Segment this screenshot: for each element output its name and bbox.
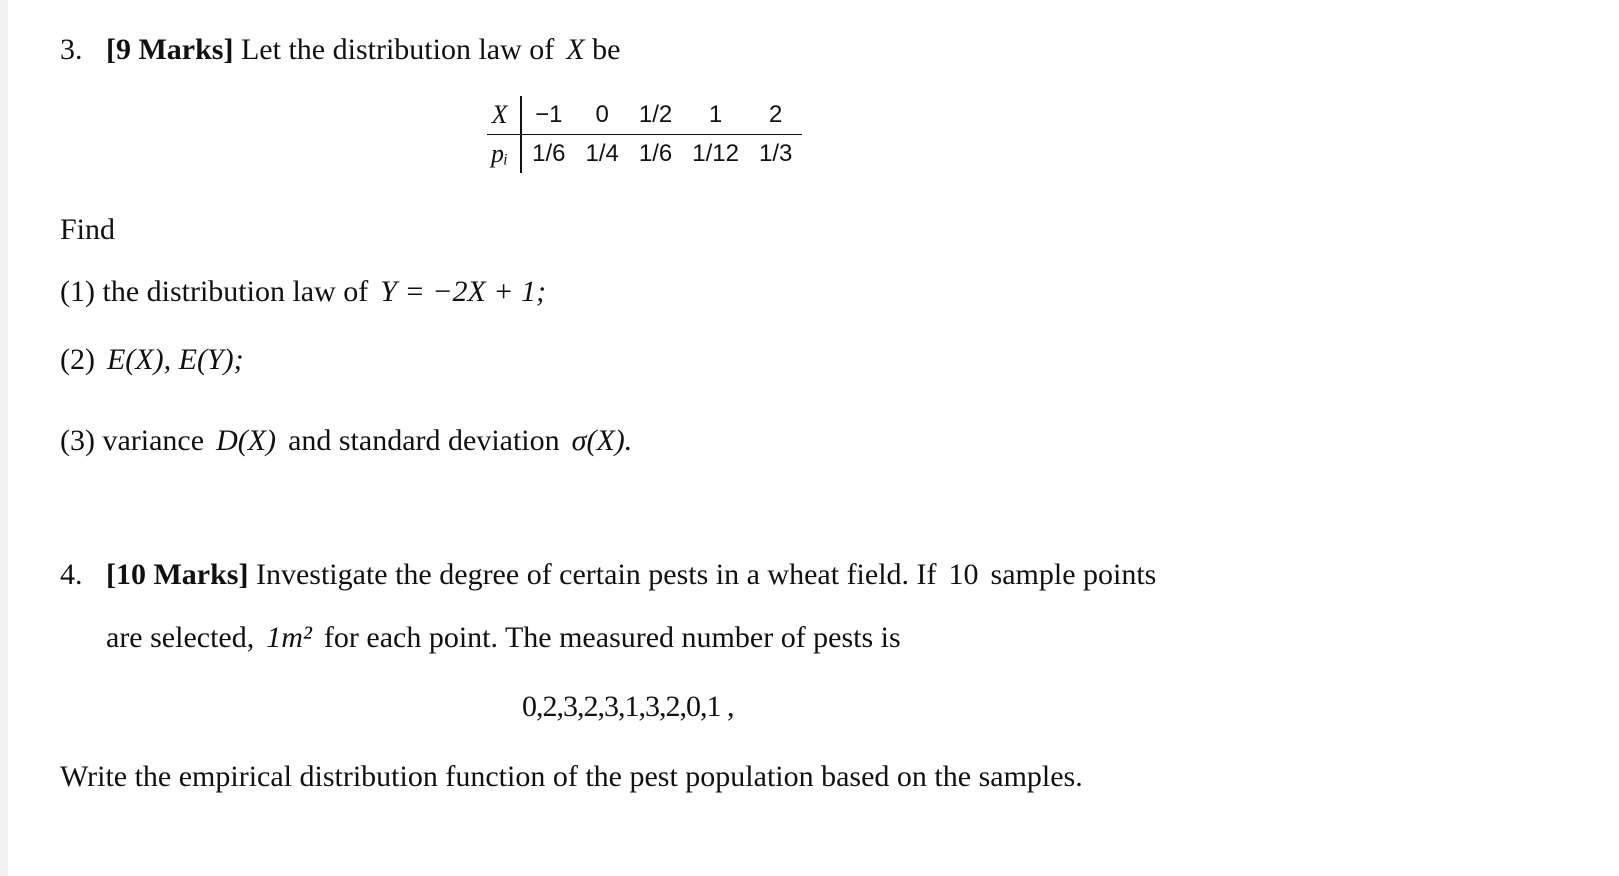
q3-part3-mid: and standard deviation [288, 424, 560, 457]
q4-sample-list: 0,2,3,2,3,1,3,2,0,1 , [522, 690, 734, 723]
q3-intro: Let the distribution law of [240, 33, 555, 66]
x-value: 1/2 [629, 96, 682, 135]
q3-be: be [592, 33, 621, 66]
q3-part2 [60, 342, 244, 378]
q3-number: 3. [60, 33, 83, 66]
q3-part3-math-variance: D(X) [216, 424, 277, 457]
p-value: 1/4 [585, 140, 619, 167]
q4-number: 4. [60, 558, 83, 591]
q3-find: Find [60, 213, 116, 246]
x-value: 1 [682, 96, 749, 135]
q3-part1-math: Y = −2X + 1; [380, 275, 547, 308]
q3-part3-math-sigma: σ(X). [571, 424, 633, 457]
q4-area: 1m² [266, 621, 312, 654]
table-row-x [487, 96, 802, 135]
q3-part3-label: (3) variance [60, 424, 205, 457]
q3-part1 [60, 274, 546, 310]
q4-line2 [106, 620, 901, 656]
x-value: 2 [749, 96, 802, 135]
q4-text4: for each point. The measured number of pests is [323, 621, 901, 654]
p-value: 1/3 [758, 140, 793, 167]
q4-heading [60, 557, 1156, 593]
q3-marks: [9 Marks] [106, 33, 234, 66]
q4-final: Write the empirical distribution function of the pest population based on the samples. [60, 760, 1083, 793]
q3-part1-label: (1) the distribution law of [60, 275, 369, 308]
p-value: 1/6 [638, 140, 673, 167]
q4-text2: sample points [990, 558, 1157, 591]
row-header-p: pᵢ [487, 135, 521, 174]
q4-text3: are selected, [106, 621, 255, 654]
q3-part2-math: E(X), E(Y); [106, 343, 244, 376]
q4-sample-count: 10 [948, 558, 979, 591]
distribution-table [487, 96, 802, 173]
q3-part3 [60, 423, 632, 459]
x-value: −1 [521, 96, 575, 135]
p-value: 1/12 [692, 140, 739, 167]
left-margin-edge [0, 0, 8, 876]
q3-part2-label: (2) [60, 343, 95, 376]
q3-variable: X [566, 33, 585, 66]
table-row-p [487, 135, 802, 174]
x-value: 0 [576, 96, 629, 135]
p-value: 1/6 [532, 140, 566, 167]
q4-text1: Investigate the degree of certain pests in a wheat field. If [255, 558, 937, 591]
q4-marks: [10 Marks] [106, 558, 249, 591]
row-header-x: X [487, 96, 521, 135]
q3-heading [60, 32, 620, 68]
